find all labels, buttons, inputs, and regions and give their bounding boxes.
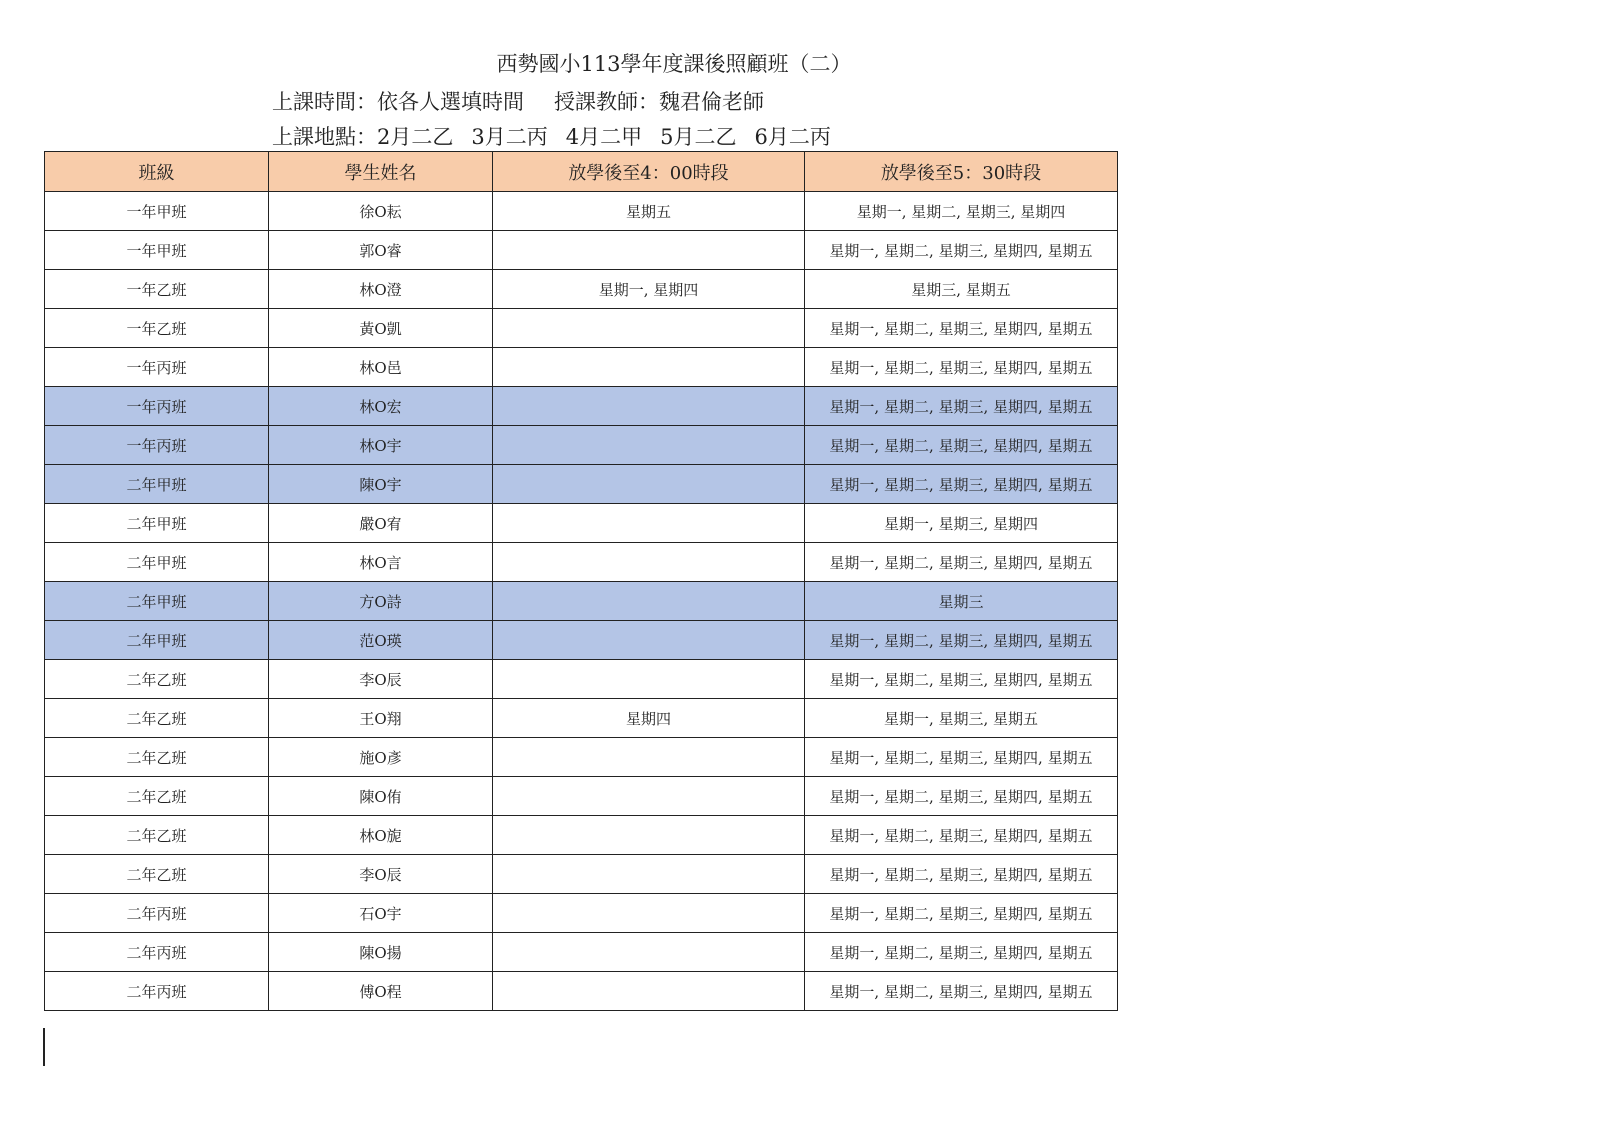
cell-student-name: 林O宏 — [269, 387, 493, 426]
location-text-may: 5月二乙 — [660, 125, 737, 149]
cell-class: 二年乙班 — [45, 777, 269, 816]
location-text-apr: 4月二甲 — [565, 125, 643, 149]
table-row — [45, 738, 1118, 777]
cell-until-530: 星期一, 星期二, 星期三, 星期四, 星期五 — [805, 348, 1118, 387]
table-row — [45, 231, 1118, 270]
cell-class: 二年甲班 — [45, 582, 269, 621]
cell-until-530: 星期一, 星期二, 星期三, 星期四 — [805, 192, 1118, 231]
table-row — [45, 777, 1118, 816]
cell-student-name: 林O言 — [269, 543, 493, 582]
cell-until-400 — [493, 465, 805, 504]
cell-until-400 — [493, 543, 805, 582]
cell-until-400: 星期一, 星期四 — [493, 270, 805, 309]
cell-until-400: 星期五 — [493, 192, 805, 231]
cell-until-530: 星期一, 星期二, 星期三, 星期四, 星期五 — [805, 777, 1118, 816]
cell-until-530: 星期一, 星期二, 星期三, 星期四, 星期五 — [805, 816, 1118, 855]
table-row — [45, 270, 1118, 309]
cell-until-530: 星期一, 星期二, 星期三, 星期四, 星期五 — [805, 309, 1118, 348]
location-text-jun: 6月二丙 — [754, 125, 831, 149]
table-row — [45, 504, 1118, 543]
cell-class: 二年甲班 — [45, 543, 269, 582]
cell-student-name: 石O宇 — [269, 894, 493, 933]
document-title: 西勢國小113學年度課後照顧班（二） — [496, 52, 852, 76]
cell-until-400 — [493, 933, 805, 972]
cell-until-530: 星期一, 星期二, 星期三, 星期四, 星期五 — [805, 465, 1118, 504]
table-row — [45, 348, 1118, 387]
table-row — [45, 465, 1118, 504]
cell-student-name: 郭O睿 — [269, 231, 493, 270]
table-row — [45, 933, 1118, 972]
cell-until-400 — [493, 582, 805, 621]
cell-class: 二年甲班 — [45, 504, 269, 543]
cell-student-name: 陳O揚 — [269, 933, 493, 972]
table-row — [45, 309, 1118, 348]
cell-until-530: 星期三, 星期五 — [805, 270, 1118, 309]
cell-until-530: 星期一, 星期三, 星期五 — [805, 699, 1118, 738]
cell-until-400 — [493, 426, 805, 465]
cell-class: 二年乙班 — [45, 738, 269, 777]
cell-until-400 — [493, 816, 805, 855]
location-info-line — [272, 121, 849, 151]
cell-student-name: 徐O耘 — [269, 192, 493, 231]
cell-class: 二年乙班 — [45, 660, 269, 699]
cell-until-400 — [493, 309, 805, 348]
cell-class: 一年乙班 — [45, 270, 269, 309]
cell-student-name: 李O辰 — [269, 660, 493, 699]
cell-class: 二年甲班 — [45, 465, 269, 504]
table-row — [45, 621, 1118, 660]
cell-until-400 — [493, 348, 805, 387]
table-row — [45, 699, 1118, 738]
table-row — [45, 543, 1118, 582]
cell-class: 二年乙班 — [45, 855, 269, 894]
cell-class: 二年乙班 — [45, 699, 269, 738]
table-row — [45, 816, 1118, 855]
cell-until-530: 星期一, 星期三, 星期四 — [805, 504, 1118, 543]
cell-student-name: 王O翔 — [269, 699, 493, 738]
cell-until-400 — [493, 894, 805, 933]
roster-body — [45, 192, 1118, 1011]
cell-student-name: 黃O凱 — [269, 309, 493, 348]
cell-until-530: 星期一, 星期二, 星期三, 星期四, 星期五 — [805, 660, 1118, 699]
cell-class: 一年乙班 — [45, 309, 269, 348]
cell-student-name: 方O詩 — [269, 582, 493, 621]
cell-class: 一年甲班 — [45, 231, 269, 270]
cell-student-name: 林O澄 — [269, 270, 493, 309]
cell-class: 一年丙班 — [45, 348, 269, 387]
cell-until-530: 星期一, 星期二, 星期三, 星期四, 星期五 — [805, 894, 1118, 933]
roster-table — [44, 151, 1118, 1011]
cell-until-530: 星期一, 星期二, 星期三, 星期四, 星期五 — [805, 543, 1118, 582]
table-row — [45, 660, 1118, 699]
cell-class: 二年丙班 — [45, 894, 269, 933]
table-left-rule — [43, 1028, 45, 1066]
cell-until-530: 星期一, 星期二, 星期三, 星期四, 星期五 — [805, 621, 1118, 660]
cell-until-530: 星期一, 星期二, 星期三, 星期四, 星期五 — [805, 387, 1118, 426]
cell-class: 一年丙班 — [45, 426, 269, 465]
cell-student-name: 嚴O宥 — [269, 504, 493, 543]
cell-student-name: 林O宇 — [269, 426, 493, 465]
table-row — [45, 972, 1118, 1011]
cell-student-name: 施O彥 — [269, 738, 493, 777]
cell-until-400 — [493, 621, 805, 660]
table-header-row — [45, 152, 1118, 192]
cell-student-name: 范O瑛 — [269, 621, 493, 660]
header-until-530: 放學後至5：30時段 — [805, 152, 1118, 192]
cell-student-name: 林O旎 — [269, 816, 493, 855]
cell-until-530: 星期一, 星期二, 星期三, 星期四, 星期五 — [805, 972, 1118, 1011]
cell-until-530: 星期一, 星期二, 星期三, 星期四, 星期五 — [805, 855, 1118, 894]
cell-class: 二年乙班 — [45, 816, 269, 855]
cell-class: 二年甲班 — [45, 621, 269, 660]
header-student-name: 學生姓名 — [269, 152, 493, 192]
location-text-feb: 上課地點：2月二乙 — [272, 125, 454, 149]
cell-class: 二年丙班 — [45, 972, 269, 1011]
cell-student-name: 陳O宇 — [269, 465, 493, 504]
cell-until-400 — [493, 777, 805, 816]
cell-student-name: 李O辰 — [269, 855, 493, 894]
cell-until-400 — [493, 855, 805, 894]
cell-until-530: 星期一, 星期二, 星期三, 星期四, 星期五 — [805, 933, 1118, 972]
cell-until-530: 星期三 — [805, 582, 1118, 621]
header-class: 班級 — [45, 152, 269, 192]
schedule-info-line — [272, 86, 794, 116]
cell-until-400 — [493, 504, 805, 543]
table-row — [45, 894, 1118, 933]
cell-until-400 — [493, 231, 805, 270]
table-row — [45, 855, 1118, 894]
class-time-text: 上課時間：依各人選填時間 — [272, 90, 524, 114]
cell-until-400: 星期四 — [493, 699, 805, 738]
table-row — [45, 426, 1118, 465]
cell-until-530: 星期一, 星期二, 星期三, 星期四, 星期五 — [805, 231, 1118, 270]
teacher-text: 授課教師：魏君倫老師 — [554, 90, 764, 114]
table-row — [45, 582, 1118, 621]
cell-class: 一年甲班 — [45, 192, 269, 231]
cell-until-530: 星期一, 星期二, 星期三, 星期四, 星期五 — [805, 426, 1118, 465]
cell-until-400 — [493, 738, 805, 777]
cell-student-name: 林O邑 — [269, 348, 493, 387]
table-row — [45, 387, 1118, 426]
cell-class: 一年丙班 — [45, 387, 269, 426]
cell-student-name: 陳O侑 — [269, 777, 493, 816]
cell-until-400 — [493, 387, 805, 426]
cell-class: 二年丙班 — [45, 933, 269, 972]
cell-until-400 — [493, 660, 805, 699]
cell-until-400 — [493, 972, 805, 1011]
cell-student-name: 傅O程 — [269, 972, 493, 1011]
header-until-400: 放學後至4：00時段 — [493, 152, 805, 192]
table-row — [45, 192, 1118, 231]
location-text-mar: 3月二丙 — [471, 125, 548, 149]
cell-until-530: 星期一, 星期二, 星期三, 星期四, 星期五 — [805, 738, 1118, 777]
